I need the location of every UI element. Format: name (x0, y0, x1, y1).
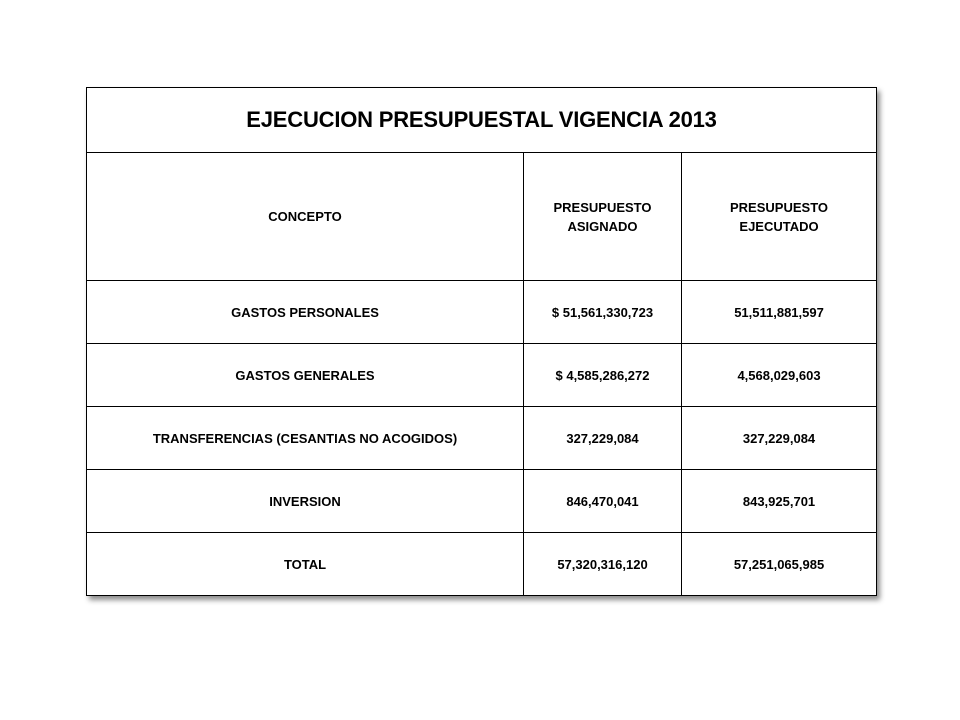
header-asignado-line2: ASIGNADO (567, 218, 638, 234)
header-asignado-line1: PRESUPUESTO (553, 199, 652, 215)
header-presupuesto-asignado (524, 153, 682, 281)
header-row (87, 153, 877, 281)
cell-asignado: 846,470,041 (524, 470, 682, 533)
cell-concepto: TOTAL (87, 533, 524, 596)
cell-concepto: GASTOS GENERALES (87, 344, 524, 407)
table-row (87, 344, 877, 407)
cell-concepto: INVERSION (87, 470, 524, 533)
table-row (87, 281, 877, 344)
header-concepto: CONCEPTO (87, 153, 524, 281)
cell-ejecutado: 51,511,881,597 (682, 281, 877, 344)
table-row (87, 407, 877, 470)
cell-asignado: 327,229,084 (524, 407, 682, 470)
cell-asignado: 57,320,316,120 (524, 533, 682, 596)
cell-ejecutado: 843,925,701 (682, 470, 877, 533)
budget-table (86, 87, 877, 596)
cell-asignado: $ 51,561,330,723 (524, 281, 682, 344)
cell-concepto: GASTOS PERSONALES (87, 281, 524, 344)
cell-concepto: TRANSFERENCIAS (CESANTIAS NO ACOGIDOS) (87, 407, 524, 470)
total-row (87, 533, 877, 596)
cell-asignado: $ 4,585,286,272 (524, 344, 682, 407)
header-presupuesto-ejecutado (682, 153, 877, 281)
header-ejecutado-line1: PRESUPUESTO (730, 199, 829, 215)
header-ejecutado-line2: EJECUTADO (739, 218, 819, 234)
cell-ejecutado: 327,229,084 (682, 407, 877, 470)
cell-ejecutado: 57,251,065,985 (682, 533, 877, 596)
title-row (87, 88, 877, 153)
table-title: EJECUCION PRESUPUESTAL VIGENCIA 2013 (87, 88, 877, 153)
table-row (87, 470, 877, 533)
cell-ejecutado: 4,568,029,603 (682, 344, 877, 407)
